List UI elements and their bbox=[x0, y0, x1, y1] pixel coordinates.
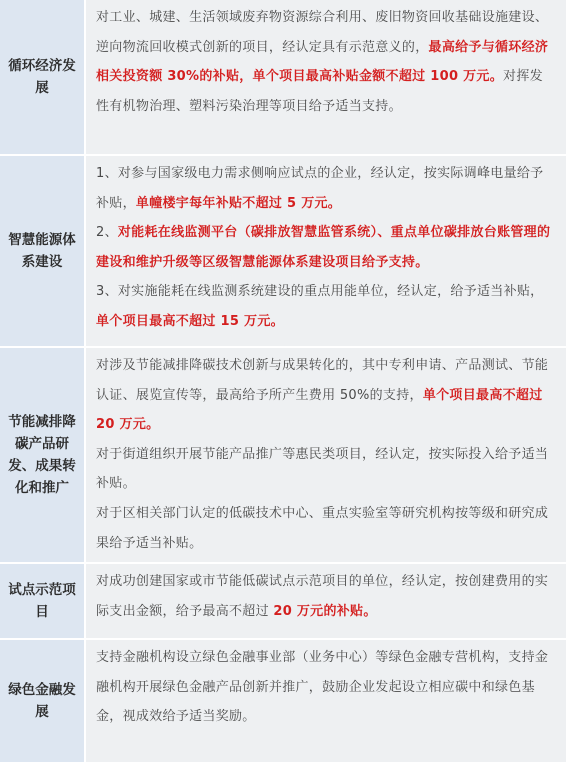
row-content bbox=[86, 156, 566, 346]
body-text: 支持金融机构设立绿色金融事业部（业务中心）等绿色金融专营机构，支持金融机构开展绿色金融产品创新并推广，鼓励企业发起设立相应碳中和绿色基金，视成效给予适当奖励。 bbox=[96, 650, 549, 725]
content-paragraph bbox=[96, 159, 554, 218]
content-paragraph bbox=[96, 567, 554, 626]
row-content bbox=[86, 564, 566, 638]
row-label-text: 绿色金融发展 bbox=[8, 682, 76, 720]
row-content bbox=[86, 0, 566, 154]
body-text: 对工业、城建、生活领域废弃物资源综合利用、废旧物资回收基础设施建设、逆向物流回收模式创新的项目，经认定具有示范意义的， bbox=[96, 10, 549, 55]
body-text: 对于街道组织开展节能产品推广等惠民类项目，经认定，按实际投入给予适当补贴。 bbox=[96, 446, 549, 492]
highlight-text: 对能耗在线监测平台（碳排放智慧监管系统）、重点单位碳排放台账管理的建设和维护升级等区级智慧能源体系建设项目给予支持。 bbox=[96, 225, 551, 270]
highlight-text: 单个项目最高不超过 20 万元。 bbox=[96, 387, 543, 433]
table-row bbox=[0, 640, 566, 764]
table-row bbox=[0, 0, 566, 156]
highlight-text: 20 万元的补贴。 bbox=[273, 603, 377, 619]
row-label-text: 节能减排降碳产品研发、成果转化和推广 bbox=[8, 414, 76, 496]
row-label-text: 智慧能源体系建设 bbox=[8, 232, 76, 270]
row-label bbox=[0, 564, 86, 638]
body-text: 1、对参与国家级电力需求侧响应试点的企业，经认定，按实际调峰电量给予补贴， bbox=[96, 166, 544, 211]
row-content bbox=[86, 640, 566, 762]
body-text: 对涉及节能减排降碳技术创新与成果转化的，其中专利申请、产品测试、节能认证、展览宣传等，最高给予所产生费用 50%的支持， bbox=[96, 358, 549, 403]
row-label bbox=[0, 348, 86, 562]
body-text: 对成功创建国家或市节能低碳试点示范项目的单位，经认定，按创建费用的实际支出金额，给予最高不超过 bbox=[96, 574, 549, 619]
highlight-text: 最高给予与循环经济相关投资额 30%的补贴，单个项目最高补贴金额不超过 100 万元。 bbox=[96, 39, 549, 85]
content-paragraph bbox=[96, 440, 554, 499]
highlight-text: 单幢楼宇每年补贴不超过 5 万元。 bbox=[135, 195, 342, 211]
highlight-text: 单个项目最高不超过 15 万元。 bbox=[96, 313, 284, 329]
row-label bbox=[0, 156, 86, 346]
row-label-text: 循环经济发展 bbox=[8, 58, 76, 96]
content-paragraph bbox=[96, 351, 554, 440]
table-row bbox=[0, 156, 566, 348]
content-paragraph bbox=[96, 277, 554, 336]
row-content bbox=[86, 348, 566, 562]
table-row bbox=[0, 348, 566, 564]
body-text: 2、 bbox=[96, 225, 118, 241]
row-label bbox=[0, 0, 86, 154]
body-text: 对挥发性有机物治理、塑料污染治理等项目给予适当支持。 bbox=[96, 69, 543, 114]
content-paragraph bbox=[96, 218, 554, 277]
body-text: 对于区相关部门认定的低碳技术中心、重点实验室等研究机构按等级和研究成果给予适当补贴。 bbox=[96, 505, 549, 551]
body-text: 3、对实施能耗在线监测系统建设的重点用能单位，经认定，给予适当补贴， bbox=[96, 284, 544, 300]
table-row bbox=[0, 564, 566, 640]
row-label-text: 试点示范项目 bbox=[8, 582, 76, 620]
content-paragraph bbox=[96, 499, 554, 558]
content-paragraph bbox=[96, 643, 554, 732]
row-label bbox=[0, 640, 86, 762]
content-paragraph bbox=[96, 3, 554, 121]
